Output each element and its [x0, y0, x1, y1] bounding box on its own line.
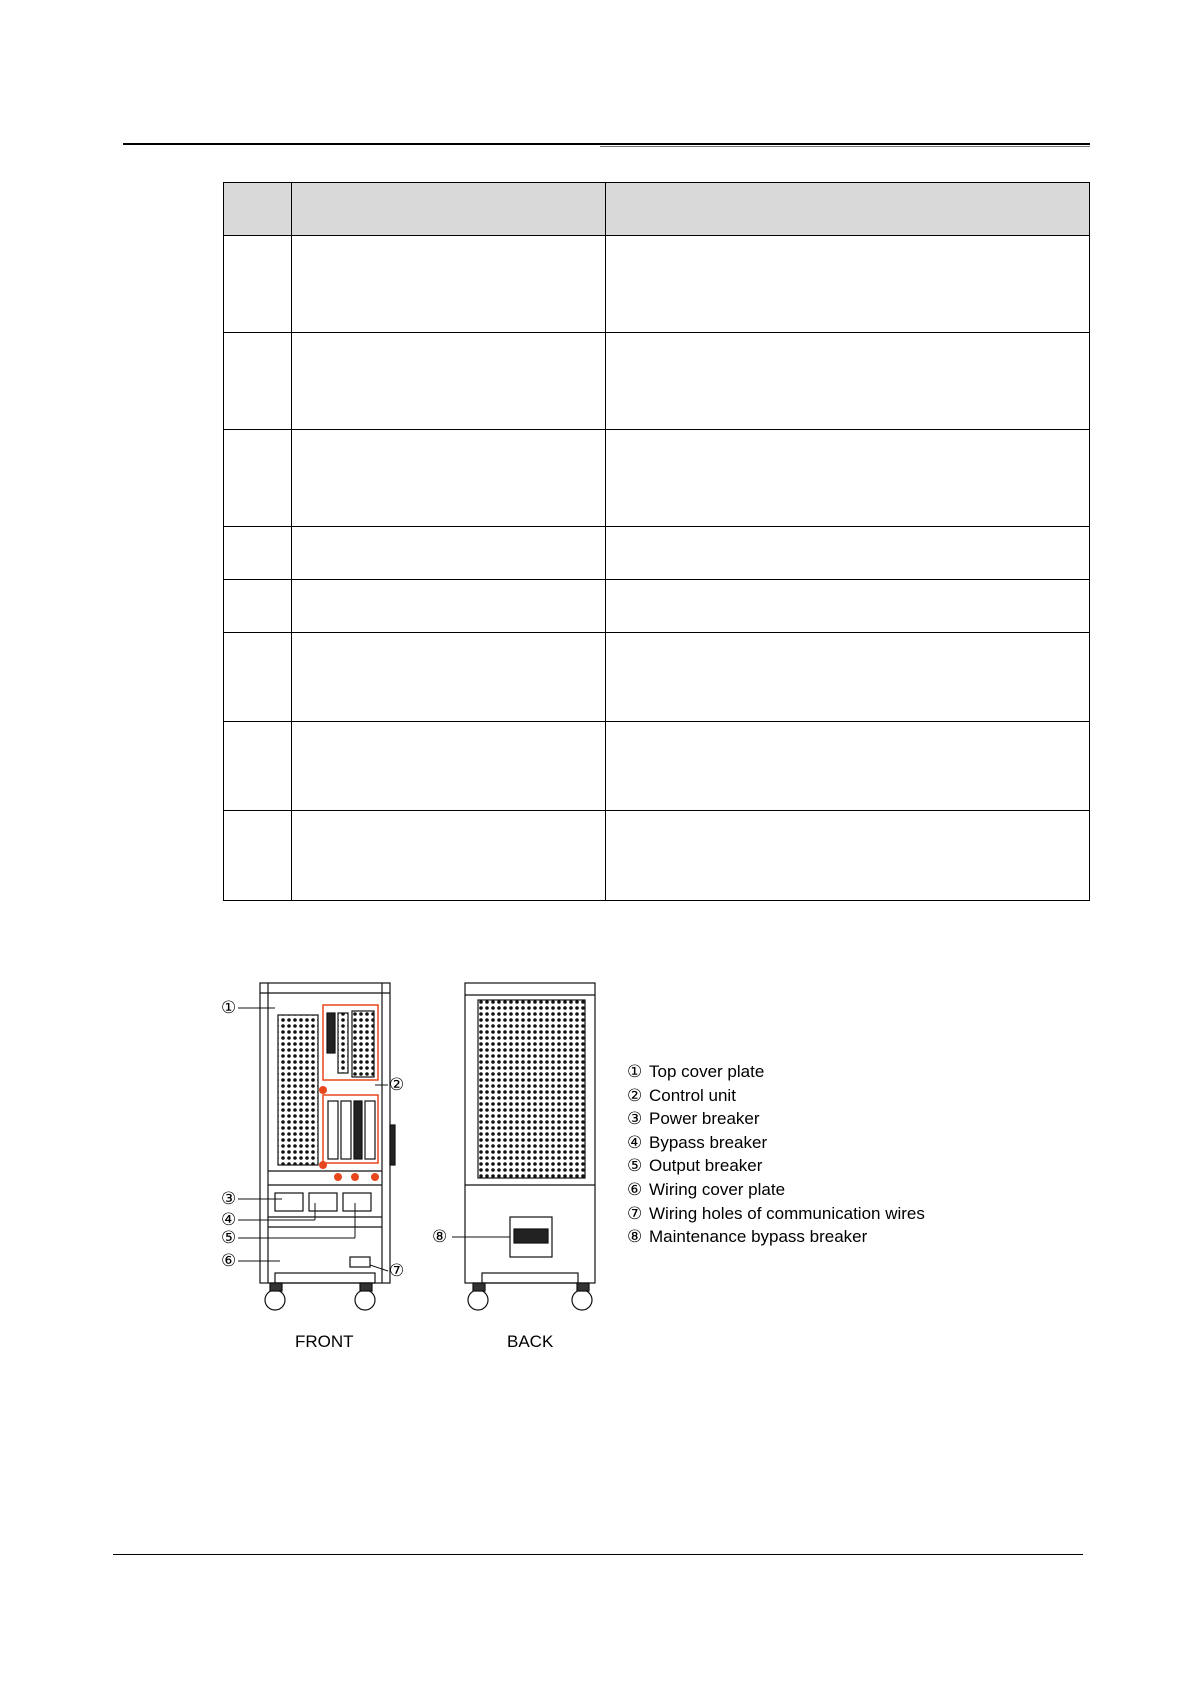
callout-6: ⑥ [221, 1251, 237, 1270]
callout-7: ⑦ [389, 1261, 405, 1280]
front-label: FRONT [295, 1332, 354, 1351]
table-row [224, 580, 1090, 633]
legend-item: ⑥ Wiring cover plate [627, 1179, 786, 1199]
front-cabinet [260, 983, 395, 1310]
legend-item: ① Top cover plate [627, 1062, 765, 1081]
legend-item: ② Control unit [627, 1085, 736, 1105]
callout-3: ③ [221, 1189, 237, 1208]
legend-item: ④ Bypass breaker [627, 1132, 768, 1152]
header-rule-secondary [600, 146, 1090, 147]
back-label: BACK [507, 1332, 554, 1351]
legend-item: ⑧ Maintenance bypass breaker [627, 1227, 868, 1247]
table-row [224, 236, 1090, 333]
table-row [224, 722, 1090, 811]
table-row [224, 633, 1090, 722]
figure-legend [627, 1060, 925, 1249]
callout-5: ⑤ [221, 1228, 237, 1247]
legend-item: ⑦ Wiring holes of communication wires [627, 1203, 925, 1223]
callout-1: ① [221, 998, 237, 1017]
legend-item: ⑤ Output breaker [627, 1156, 763, 1176]
callout-2: ② [389, 1075, 405, 1094]
table-row [224, 430, 1090, 527]
callout-8: ⑧ [432, 1227, 448, 1246]
spec-table [223, 182, 1090, 901]
footer-rule [113, 1554, 1083, 1555]
legend-item: ③ Power breaker [627, 1109, 760, 1129]
back-cabinet [465, 983, 595, 1310]
header-rule [123, 143, 1090, 145]
table-row [224, 527, 1090, 580]
callout-4: ④ [221, 1210, 237, 1229]
table-row [224, 811, 1090, 901]
table-row [224, 333, 1090, 430]
table-header-row [224, 183, 1090, 236]
